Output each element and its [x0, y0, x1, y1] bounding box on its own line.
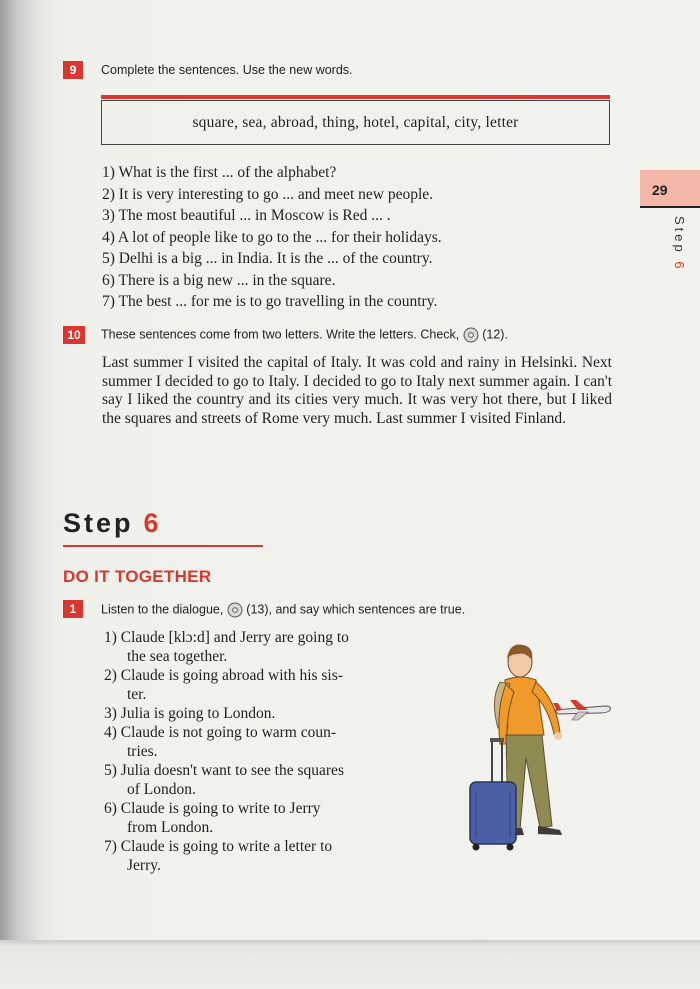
traveller-illustration [460, 640, 620, 855]
exercise-10-instruction [101, 327, 508, 343]
track-number: (12). [482, 327, 508, 342]
exercise-10-badge: 10 [63, 326, 85, 344]
instruction-text: These sentences come from two letters. Write the letters. Check, [101, 327, 460, 342]
exercise-9-sentences [102, 162, 442, 313]
statement: 5) Julia doesn't want to see the squares of London. [104, 762, 344, 798]
exercise-9-badge: 9 [63, 61, 83, 79]
sentence: 7) The best ... for me is to go travelling in the country. [102, 293, 438, 310]
wordbox-accent-bar [101, 95, 610, 99]
page-bottom-edge [0, 940, 700, 989]
statement: 1) Claude [klɔ:d] and Jerry are going to the sea together. [104, 629, 349, 665]
statement: 4) Claude is not going to warm coun- tries. [104, 724, 337, 760]
sentence: 3) The most beautiful ... in Moscow is Red ... . [102, 207, 391, 224]
instruction-text: (13), and say which sentences are true. [246, 602, 466, 617]
sentence: 1) What is the first ... of the alphabet? [102, 164, 337, 181]
page-number: 29 [652, 182, 668, 198]
exercise-1-instruction [101, 602, 465, 618]
page-tab [640, 170, 700, 206]
sentence: 6) There is a big new ... in the square. [102, 271, 336, 289]
side-step-label: Step 6 [672, 216, 687, 272]
airplane-icon [553, 700, 610, 720]
sentence: 5) Delhi is a big ... in India. It is the ... of the country. [102, 250, 433, 267]
statement: 7) Claude is going to write a letter to Jerry. [104, 838, 333, 874]
word-box: square, sea, abroad, thing, hotel, capital, city, letter [101, 100, 610, 145]
statement: 3) Julia is going to London. [104, 705, 276, 722]
audio-cd-icon [227, 602, 243, 618]
statement: 2) Claude is going abroad with his sis- ter. [104, 667, 343, 703]
exercise-1-statements [104, 628, 436, 875]
exercise-10-paragraph: Last summer I visited the capital of Italy. It was cold and rainy in Helsinki. Next summer I decided to go to Italy. I decided to go to Italy next summer again. I can't say I liked the country and its cities very much. It was very hot there, but I liked the squares and streets of Rome very much. Last summer I visited Finland. [102, 354, 612, 427]
page-tab-rule [640, 206, 700, 208]
sentence: 2) It is very interesting to go ... and meet new people. [102, 185, 434, 203]
exercise-9-instruction: Complete the sentences. Use the new words. [101, 63, 353, 77]
exercise-1-badge: 1 [63, 600, 83, 618]
sentence: 4) A lot of people like to go to the ... for their holidays. [102, 228, 442, 246]
statement: 6) Claude is going to write to Jerry from London. [104, 800, 321, 836]
audio-cd-icon [463, 327, 479, 343]
step-heading: Step 6 [63, 508, 162, 538]
do-it-together-heading: DO IT TOGETHER [63, 567, 212, 586]
step-underline [63, 545, 263, 547]
instruction-text: Listen to the dialogue, [101, 602, 224, 617]
